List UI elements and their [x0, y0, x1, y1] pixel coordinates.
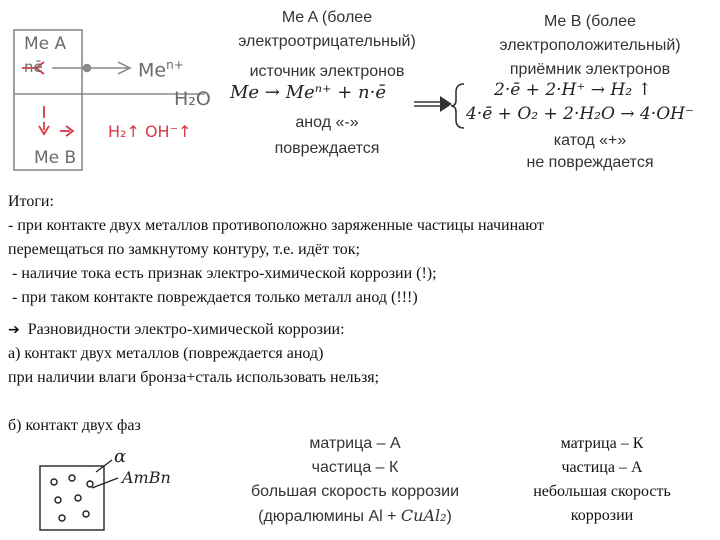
anode-name: анод «-» [295, 114, 359, 131]
anode-block [212, 6, 442, 84]
particle-3 [87, 481, 93, 487]
particle-5 [75, 495, 81, 501]
particle-4 [55, 497, 61, 503]
particle-6 [59, 515, 65, 521]
label-h2-oh: H₂↑ OH⁻↑ [108, 122, 192, 141]
label-me-b: Me B [34, 148, 77, 168]
phase-a-line-1: матрица – А [309, 435, 401, 452]
cathode-reaction-2: 4·ē + O₂ + 2·H₂O → 4·OH⁻ [466, 104, 694, 124]
summary-heading: Итоги: [8, 193, 54, 210]
ambn-leader [92, 478, 118, 488]
summary-line-3: - наличие тока есть признак электро-химической коррозии (!); [8, 265, 437, 282]
cathode-name: катод «+» [553, 132, 627, 149]
phase-k-line-3: небольшая скорость [533, 483, 671, 500]
cathode-status: не повреждается [526, 154, 654, 171]
label-ne: nē [24, 58, 43, 76]
anode-reaction: Me → Meⁿ⁺ + n·ē [230, 82, 386, 103]
corrosion-types-block [8, 318, 714, 438]
label-alpha: α [114, 446, 127, 467]
summary-line-4: - при таком контакте повреждается только металл анод (!!!) [8, 289, 418, 306]
phase-a-line-3: большая скорость коррозии [250, 483, 459, 500]
label-me-ion [138, 58, 184, 81]
anode-status: повреждается [274, 140, 380, 157]
phase-matrix-cathode-block [492, 432, 712, 528]
particle-2 [69, 475, 75, 481]
label-h2o: H₂O [174, 88, 211, 110]
particle-7 [83, 511, 89, 517]
types-heading-row [8, 318, 714, 342]
phase-a-line-4 [220, 504, 490, 529]
anode-name-block [212, 110, 442, 162]
phase-matrix-anode-block [220, 432, 490, 529]
particle-1 [51, 479, 57, 485]
arrow-bullet-icon: ➔ [8, 322, 20, 338]
phase-k-line-4: коррозии [570, 507, 634, 524]
label-me-ion-base: Me [138, 59, 167, 82]
label-me-a: Me A [24, 34, 67, 54]
cathode-title-1: Me B (более [544, 13, 636, 30]
label-ambn: AmBn [122, 468, 171, 487]
types-heading: Разновидности электро-химической коррозии: [27, 321, 345, 338]
types-a-line-1: а) контакт двух металлов (повреждается анод) [8, 345, 324, 362]
summary-line-2: перемещаться по замкнутому контуру, т.е. идёт ток; [8, 241, 360, 258]
cathode-name-block [470, 130, 710, 174]
anode-title-2: электроотрицательный) [238, 33, 416, 50]
phase-k-line-1: матрица – К [560, 435, 644, 452]
anode-role: источник электронов [249, 63, 405, 80]
phase-a-line-4-prefix: (дюралюмины Al + [258, 508, 401, 525]
cathode-role: приёмник электронов [509, 61, 671, 78]
cathode-title-2: электроположительный) [499, 37, 681, 54]
phase-a-line-2: частица – К [311, 459, 399, 476]
summary-block [8, 190, 714, 310]
summary-line-1: - при контакте двух металлов противоположно заряженные частицы начинают [8, 217, 545, 234]
cathode-reaction-brace [450, 82, 466, 130]
phase-a-line-4-formula: CuAl₂ [400, 506, 447, 525]
contact-point-dot [84, 65, 91, 72]
phase-a-line-4-suffix: ) [446, 508, 452, 525]
phase-k-line-2: частица – А [561, 459, 643, 476]
cathode-block [470, 10, 710, 82]
anode-title-1: Me A (более [281, 9, 373, 26]
cathode-reaction-1: 2·ē + 2·H⁺ → H₂ ↑ [494, 80, 652, 100]
types-b-line-1: б) контакт двух фаз [8, 417, 141, 434]
label-me-ion-sup: n+ [166, 58, 184, 72]
types-a-line-2: при наличии влаги бронза+сталь использовать нельзя; [8, 369, 380, 386]
